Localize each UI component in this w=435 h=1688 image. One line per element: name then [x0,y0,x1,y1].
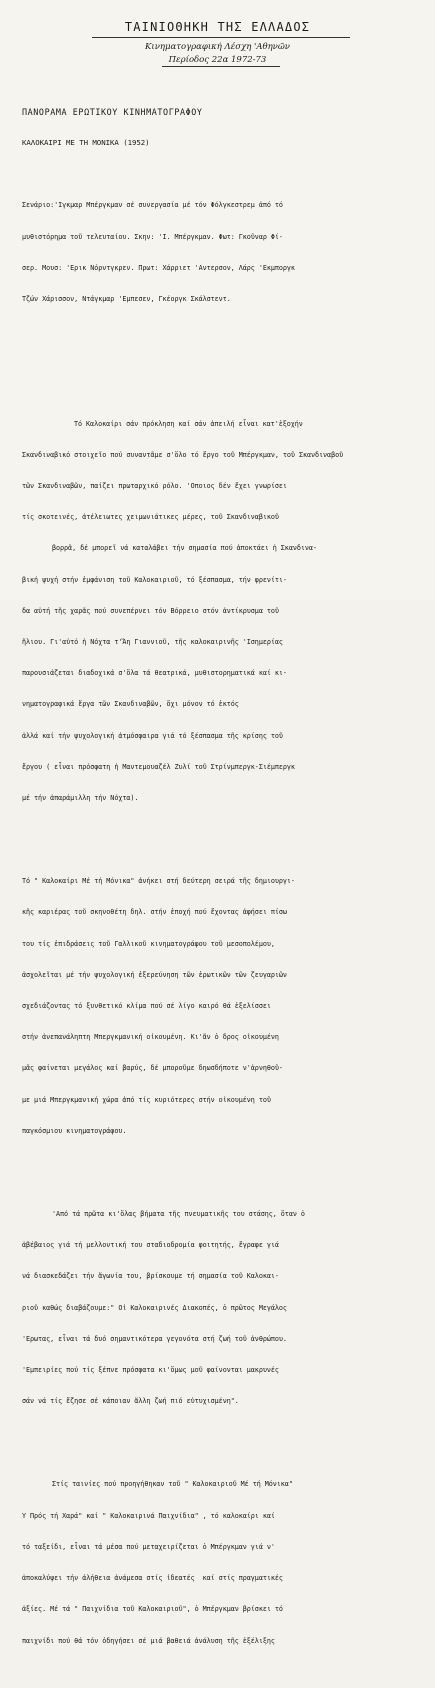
credits-line: Τζών Χάρισσον, Ντάγκμαρ 'Εμπεσεν, Γκέοργκ Σκάλστεντ. [22,295,231,304]
paragraph-line: δα αὐτή τῆς χαρᾶς πού συνεπέρνει τόν Βόρρειο στόν ἀντίκρυσμα τοῦ [22,606,279,615]
paragraph-line: Στίς ταινίες πού προηγήθηκαν τοῦ " Καλοκαιριοῦ Μέ τή Μόνικα" [52,1480,293,1489]
paragraph-line: νά διασκεδάζει τήν ἄγωνία του, βρίσκουμε τή σημασία τοῦ Καλοκαι- [22,1272,279,1281]
paragraph-line: ἥλιου. Γι'αὐτό ἡ Νόχτα τ'Ἅη Γιαννιοῦ, τῆς καλοκαιρινῆς 'Ισημερίας [22,637,283,646]
paragraph-line: Σκανδιναβικό στοιχεῖο πού συναντᾶμε σ'ὅλο τό ἔργο τοῦ Μπέργκμαν, τοῦ Σκανδιναβοῦ [22,450,344,459]
paragraph-line: Τό Καλοκαίρι σάν πρόκληση καί σάν ἀπειλή εἶναι κατ'ἐξοχήν [74,419,303,428]
paragraph-line: ἀλλά καί τήν ψυχολογική ἀτμόσφαιρα γιά τό ξέσπασμα τῆς κρίσης τοῦ [22,731,283,740]
film-title: ΚΑΛΟΚΑΙΡΙ ΜΕ ΤΗ ΜΟΝΙΚΑ (1952) [22,138,150,148]
paragraph-line: ἀβέβαιος γιά τή μελλοντική του σταδιοδρομία φοιτητής, ἔγραφε γιά [22,1241,279,1250]
paragraph-line: παιχνίδι πού θά τόν ὁδηγήσει σέ μιά βαθειά ἀνάλυση τῆς ἐξέλιξης [22,1636,275,1645]
paragraph-line: 'Ερωτας, εἶναι τά δυό σημαντικότερα γεγονότα στή ζωή τοῦ ἀνθρώπου. [22,1334,287,1343]
credits-line: Σενάριο:'Ιγκμαρ Μπέργκμαν σέ συνεργασία μέ τόν Φόλγκεστρεμ ἀπό τό [22,201,283,210]
credits-line: σερ. Μουσ: 'Ερικ Νόρντγκρεν. Πρωτ: Χάρριετ 'Αντερσον, Λάρς 'Εκμποργκ [22,263,295,272]
paragraph-line: μέ τήν ἀπαράμιλλη τήν Νόχτα). [22,793,139,802]
paragraph-line: Τό " Καλοκαίρι Μέ τή Μόνικα" ἀνήκει στή δεύτερη σειρά τῆς δημιουργι- [22,877,295,886]
paragraph-line: τίς σκοτεινές, ἀτέλειωτες χειμωνιάτικες μέρες, τοῦ Σκανδιναβικοῦ [22,513,279,522]
paragraph-line: ἀποκαλύψει τήν ἀλήθεια ἀνάμεσα στίς ἰδεατές καί στίς πραγματικές [22,1574,283,1583]
paragraph-line: βική ψυχή στήν ἐμφάνιση τοῦ Καλοκαιριοῦ, τό ξέσπασμα, τήν φρενίτι- [22,575,287,584]
paragraph-line: του τίς ἐπιδράσεις τοῦ Γαλλικοῦ κινηματογράφου τοῦ μεσοπολέμου, [22,939,275,948]
spacer [22,356,427,366]
credits-block [22,180,427,326]
season-period: Περίοδος 22α 1972-73 [168,55,267,65]
paragraph-line: παρουσιάζεται διαδοχικά σ'ὅλα τά θεατρικά, μυθιστορηματικά καί κι- [22,669,287,678]
paragraph-line: σάν νά τίς ἔζησε σέ κάποιαν ἄλλη ζωή πιό εὐτυχισμένη". [22,1397,239,1406]
paragraph-line: με μιά Μπεργκμανική χώρα ἀπό τίς κυριότερες στήν οἰκουμένη τοῦ [22,1095,271,1104]
document-body [22,86,427,1688]
paragraph-line: κῆς καριέρας τοῦ σκηνοθέτη δηλ. στήν ἐποχή πού ἔχοντας ἀφήσει πίσω [22,908,287,917]
period-underline [162,66,280,67]
paragraph-line: νηματογραφικά ἔργα τῶν Σκανδιναβῶν, ὄχι μόνον τό ἐκτός [22,700,239,709]
paragraph-line: παγκόσμιου κινηματογράφου. [22,1126,127,1135]
paragraph-line: ἀσχολεῖται μέ τήν ψυχολογική ἐξερεύνηση τῶν ἐρωτικῶν τῶν ζευγαριῶν [22,970,287,979]
paragraph-line: Υ Πρός τή Χαρά" καί " Καλοκαιρινά Παιχνίδια" , τό καλοκαίρι καί [22,1511,275,1520]
paragraph-line: 'Από τά πρῶτα κι'ὅλας βήματα τῆς πνευματικῆς του στάσης, ὅταν ὁ [52,1210,305,1219]
paragraph-line: μᾶς φαίνεται μεγάλος καί βαρύς, δέ μποροῦμε δηωσδήποτε ν'ἀρνηθοῦ- [22,1064,283,1073]
section-title: ΠΑΝΟΡΑΜΑ ΕΡΩΤΙΚΟΥ ΚΙΝΗΜΑΤΟΓΡΑΦΟΥ [22,106,203,117]
paragraph-line: ἀξίες. Μέ τά " Παιχνίδια τοῦ Καλοκαιριοῦ", ὁ Μπέργκμαν βρίσκει τό [22,1605,283,1614]
paragraph-line: ἔργου ( εἶναι πρόσφατη ἡ Μαντεμουαζέλ Ζυλί τοῦ Στρίνμπεργκ-Σιέμπεργκ [22,762,295,771]
club-subtitle: Κινηματογραφική Λέσχη 'Αθηνῶν [145,42,290,52]
archive-title: ΤΑΙΝΙΟΘΗΚΗ ΤΗΣ ΕΛΛΑΔΟΣ [124,20,311,34]
paragraph-line: σχεδιάζοντας τό ξυνθετικό κλίμα πού σέ λίγο καιρό θά ἐξελίσσει [22,1001,271,1010]
paragraph-3 [22,1188,427,1427]
paragraph-1 [22,398,427,824]
paragraph-4 [22,1459,427,1667]
paragraph-line: 'Εμπειρίες πού τίς ξέπνε πρόσφατα κι'ὅμως μοῦ φαίνονται μακρυνές [22,1366,279,1375]
credits-line: μυθιστόρημα τοῦ τελευταίου. Σκην: 'Ι. Μπέργκμαν. Φωτ: Γκοῦναρ Φί- [22,232,283,241]
paragraph-line: τῶν Σκανδιναβῶν, παίζει πρωταρχικό ρόλο. 'Οποιος δέν ἔχει γνωρίσει [22,481,287,490]
paragraph-line: τό ταξείδι, εἶναι τά μέσα πού μεταχειρίζεται ὁ Μπέργκμαν γιά ν' [22,1542,275,1551]
paragraph-line: βορρᾶ, δέ μπορεῖ νά καταλάβει τήν σημασία πού ἀποκτάει ἡ Σκανδινα- [52,544,317,553]
paragraph-2 [22,855,427,1157]
title-underline [92,37,350,38]
paragraph-line: ριοῦ καθώς διαβάζουμε:" Οἱ Καλοκαιρινές Διακοπές, ὁ πρῶτος Μεγάλος [22,1303,287,1312]
paragraph-line: στήν ἀνεπανάληπτη Μπεργκμανική οἰκουμένη. Κι'ἄν ὁ δρος οἰκουμένη [22,1033,279,1042]
